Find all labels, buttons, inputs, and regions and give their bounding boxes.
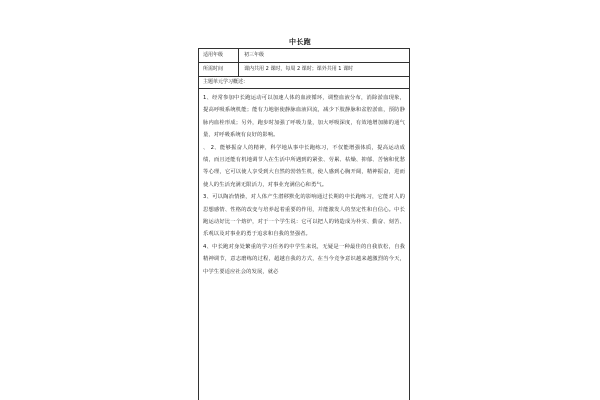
overview-paragraph-4: 4、中长跑对身处繁重的学习任务的中学生来说，无疑是一种最佳的自我放松，自我精神调节，意志磨练的过程，超越自我的方式，在当今竞争意识越来越激烈的今天，中学生要适应社会的发展，就必 bbox=[203, 243, 405, 275]
overview-paragraph-2: 、 2、能够振奋人的精神，科学地从事中长跑练习，不仅能增强体质，提高运动成绩，而且还能有机地调节人在生活中所遇到的紧张、劳累、枯燥、抑郁、苦恼和优愁等心理，它可以使人享受到大自然的勃勃生机，使人感到心胸开阔，精神振奋，进而使人的生活充满无限活力，对事业充满信心和勇气。 bbox=[203, 144, 405, 188]
grade-value: 初三年级 bbox=[244, 52, 265, 58]
overview-heading: 主题单元学习概述： bbox=[203, 79, 249, 85]
time-row bbox=[199, 63, 409, 77]
unit-info-table bbox=[198, 48, 410, 400]
overview-paragraph-3: 3、可以陶冶情操，对人体产生潜移默化的影响通过长期的中长跑练习，它能对人的思想感情、性格的改变与培养起着重要的作用，并能激发人的坚定性和自信心。中长跑运动好比一个熔炉，对于一个学生说：它可以把人的铸造成为朴实、勤奋、刻苦、乐观以及对事业的勇于追求和自我的坚强者。 bbox=[203, 194, 405, 238]
document-title: 中长跑 bbox=[289, 38, 311, 46]
grade-row bbox=[199, 49, 409, 63]
overview-heading-row bbox=[199, 77, 409, 89]
overview-paragraph-1: 1、经常参加中长跑运动可以加速人体的血液循环，调整血液分布，消除淤血现象，提高呼吸系统机能；能有力地驱使静脉血液回流，减少下肢静脉和盆腔淤血，预防静脉内血栓形成；另外，跑步时加强了呼吸力量，加大呼吸深度，有效地增加肺的通气量，对呼吸系统有良好的影响。 bbox=[203, 95, 405, 139]
time-value: 课内共用 2 课时，每周 2 课时；课外共用 1 课时 bbox=[244, 66, 354, 72]
time-label: 所需时间 bbox=[199, 63, 239, 76]
overview-body bbox=[199, 89, 409, 400]
grade-label: 适用年级 bbox=[199, 49, 239, 62]
